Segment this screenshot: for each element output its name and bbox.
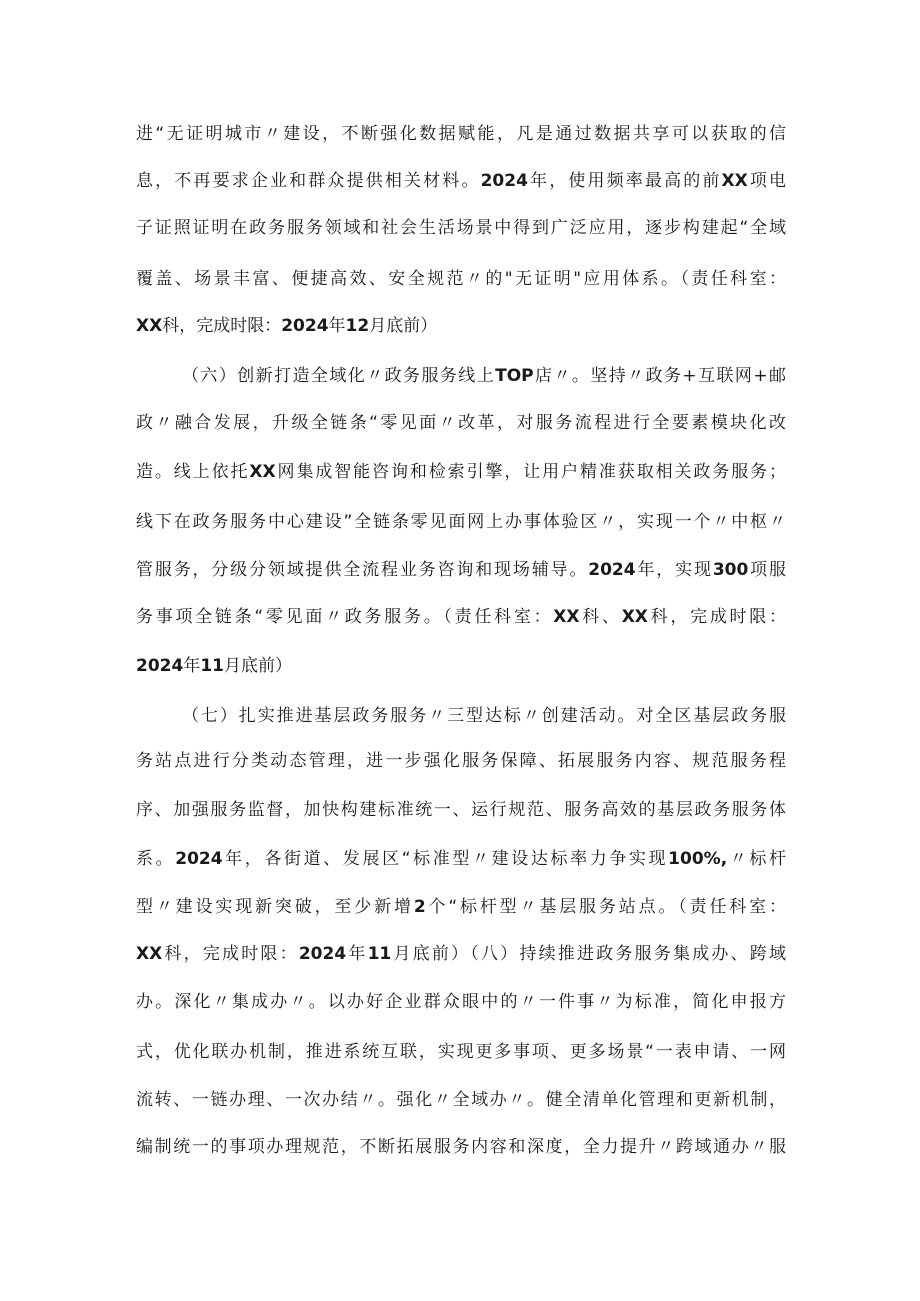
text-line: 政〃融合发展，升级全链条“零见面〃改革，对服务流程进行全要素模块化改 (136, 413, 786, 433)
text-line: XX科，完成时限：2024年11月底前）（八）持续推进政务服务集成办、跨域 (136, 944, 787, 964)
paragraph-seven-heading-line: （七）扎实推进基层政务服务〃三型达标〃创建活动。对全区基层政务服 (182, 706, 786, 726)
text-line: XX科，完成时限：2024年12月底前） (136, 316, 438, 336)
text-line: 务事项全链条“零见面〃政务服务。（责任科室：XX科、XX科，完成时限： (136, 607, 787, 627)
text-line: 流转、一链办理、一次办结〃。强化〃全域办〃。健全清单化管理和更新机制， (136, 1090, 786, 1110)
text-line: 式，优化联办机制，推进系统互联，实现更多事项、更多场景“一表申请、一网 (136, 1042, 786, 1062)
text-line: 息，不再要求企业和群众提供相关材料。2024年，使用频率最高的前XX项电 (136, 171, 787, 191)
text-line: 进“无证明城市〃建设，不断强化数据赋能，凡是通过数据共享可以获取的信 (136, 124, 786, 144)
paragraph-six-heading-line: （六）创新打造全域化〃政务服务线上TOP店〃。坚持〃政务+互联网+邮 (182, 366, 786, 386)
text-line: 序、加强服务监督，加快构建标准统一、运行规范、服务高效的基层政务服务体 (136, 800, 786, 820)
text-line: 2024年11月底前） (136, 656, 292, 676)
text-line: 系。2024年，各街道、发展区“标准型〃建设达标率力争实现100%,〃标杆 (136, 849, 787, 869)
text-line: 子证照证明在政务服务领域和社会生活场景中得到广泛应用，逐步构建起“全域 (136, 218, 786, 238)
text-line: 编制统一的事项办理规范，不断拓展服务内容和深度，全力提升〃跨域通办〃服 (136, 1137, 786, 1157)
text-line: 务站点进行分类动态管理，进一步强化服务保障、拓展服务内容、规范服务程 (136, 751, 786, 771)
text-line: 办。深化〃集成办〃。以办好企业群众眼中的〃一件事〃为标准，简化申报方 (136, 992, 786, 1012)
text-line: 线下在政务服务中心建设”全链条零见面网上办事体验区〃，实现一个〃中枢〃 (136, 512, 786, 532)
text-line: 型〃建设实现新突破，至少新增2个“标杆型〃基层服务站点。（责任科室： (136, 897, 786, 917)
text-line: 覆盖、场景丰富、便捷高效、安全规范〃的"无证明"应用体系。（责任科室： (136, 269, 786, 289)
text-line: 管服务，分级分领域提供全流程业务咨询和现场辅导。2024年，实现300项服 (136, 560, 787, 580)
text-line: 造。线上依托XX网集成智能咨询和检索引擎，让用户精准获取相关政务服务； (136, 462, 787, 482)
